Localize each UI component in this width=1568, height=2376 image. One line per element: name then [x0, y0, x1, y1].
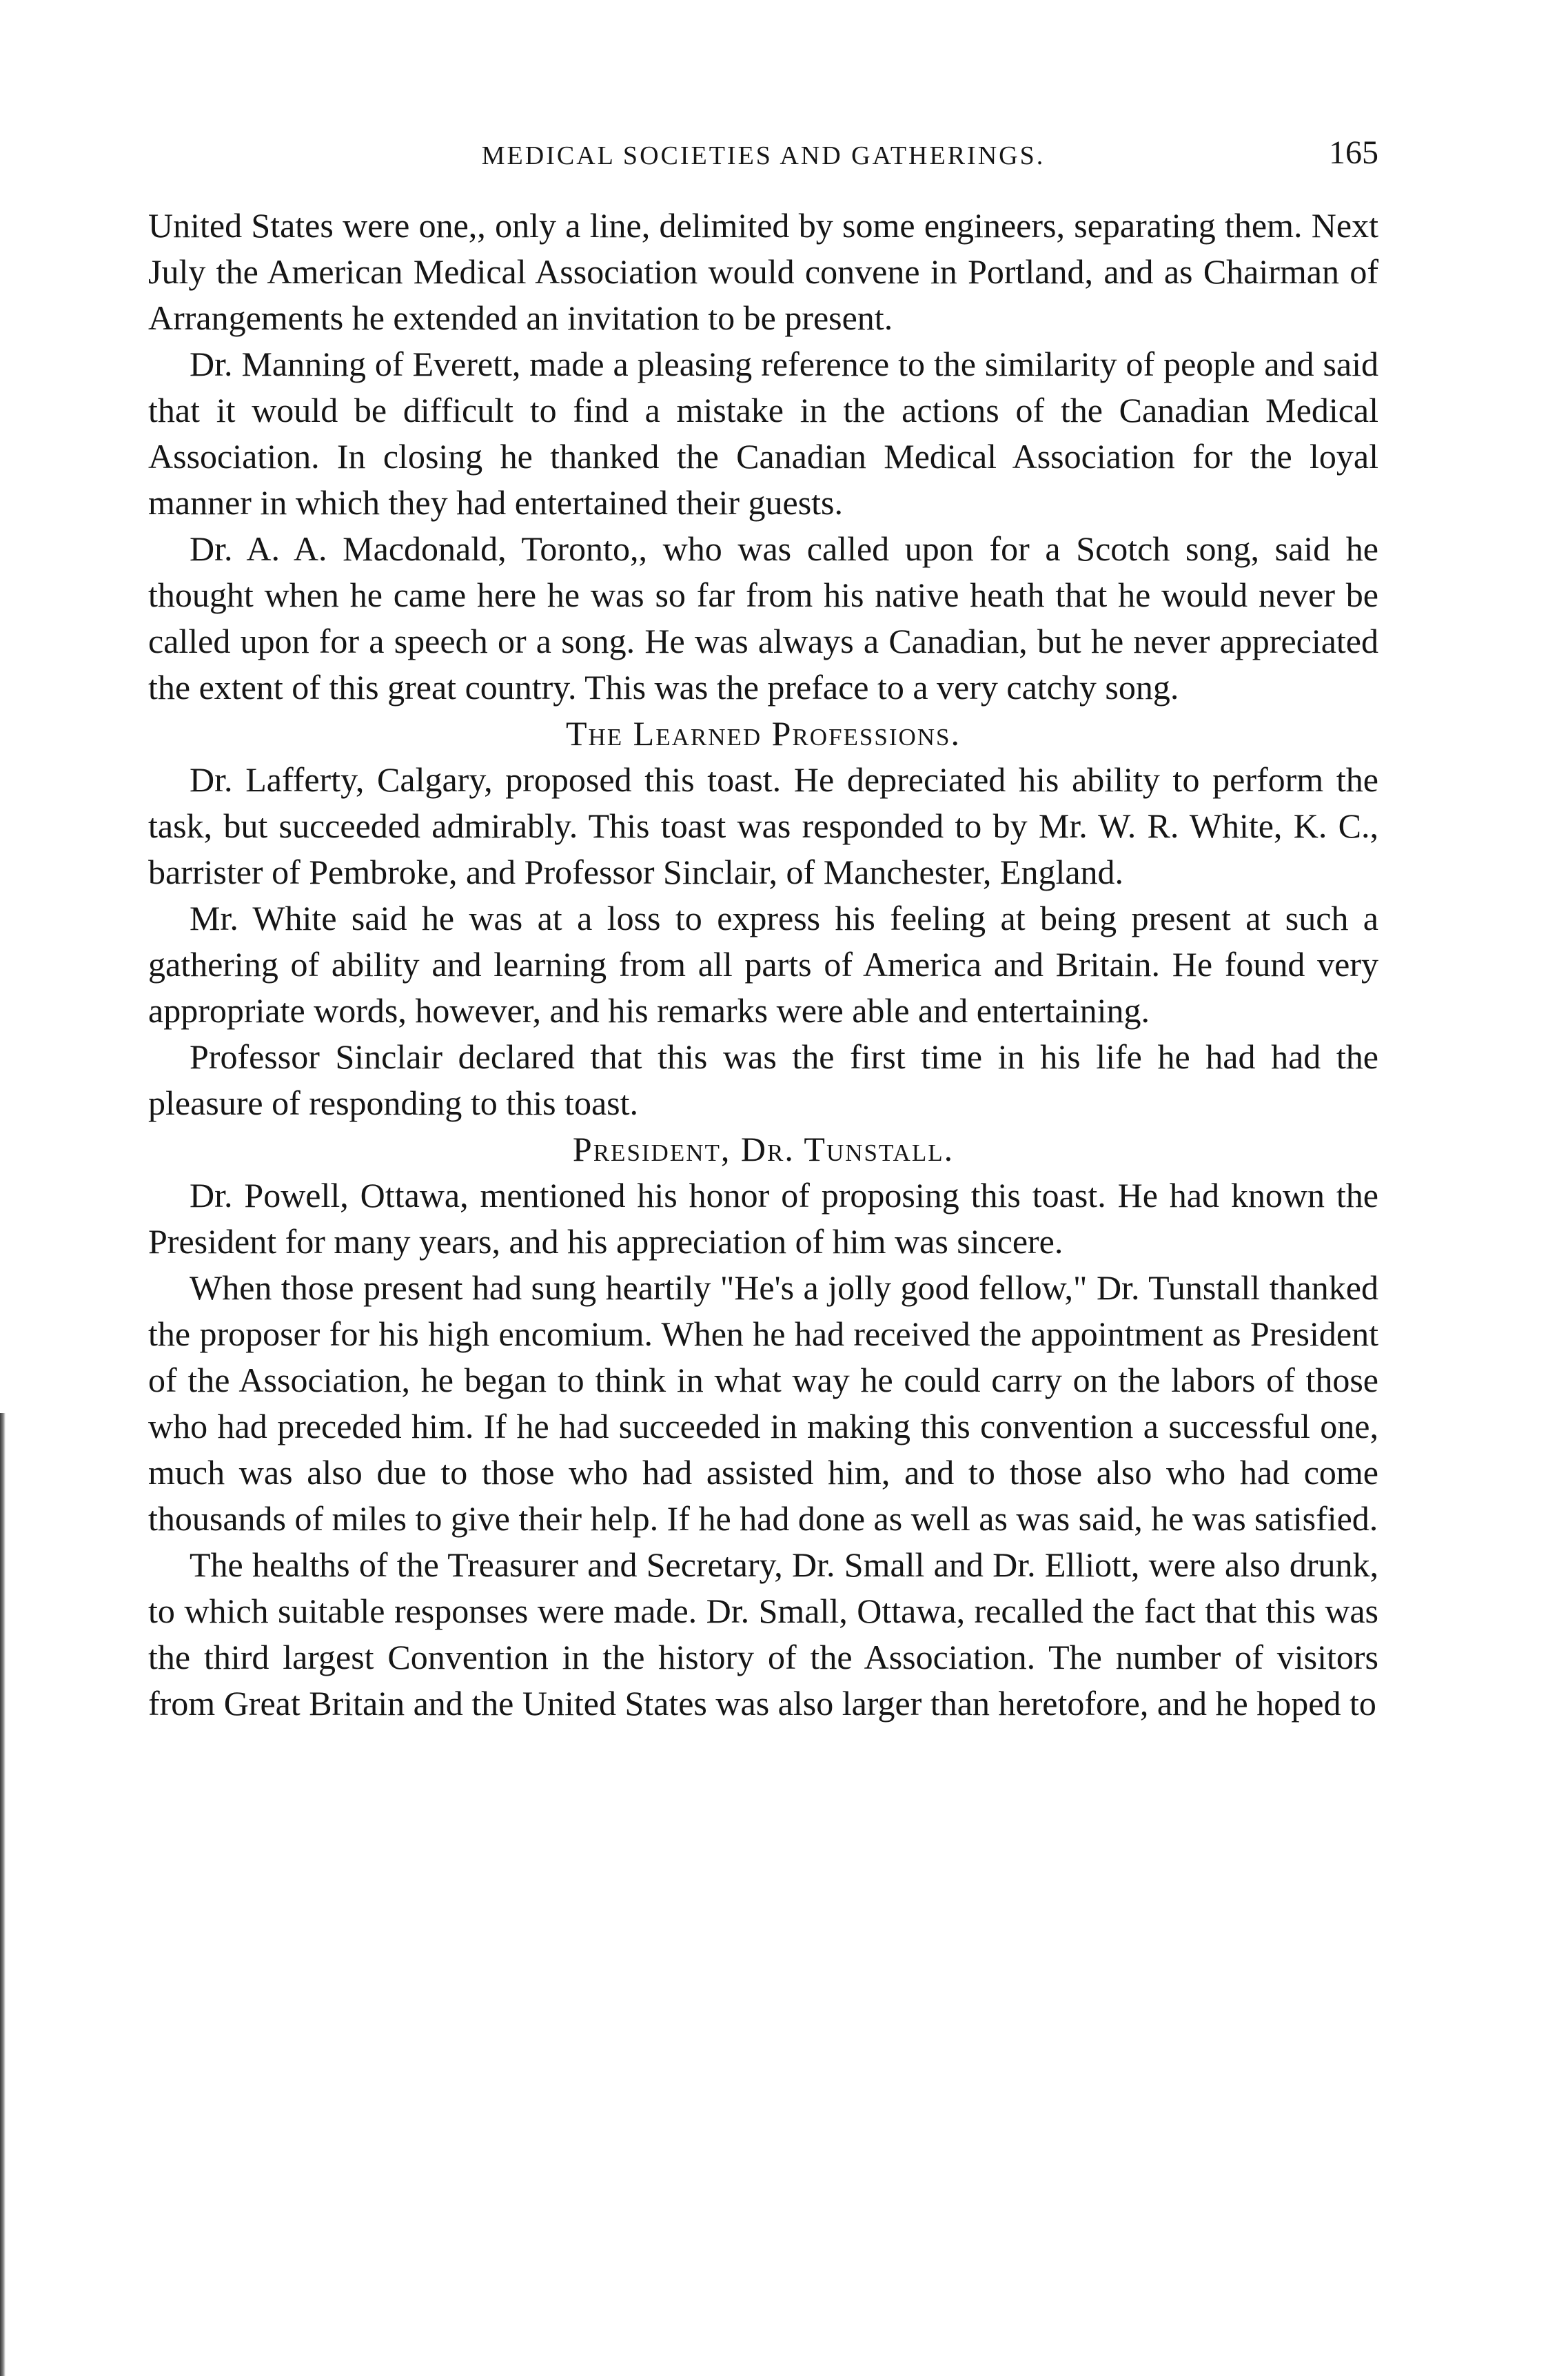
section-heading-learned-professions: The Learned Professions. — [565, 714, 961, 753]
paragraph-continued: United States were one,, only a line, delimited by some engineers, separating them. Next July the American Medical Association would convene in Portland, and as Chairman of Arrangements he extended an invitation to be present. — [148, 206, 1378, 337]
running-title: MEDICAL SOCIETIES AND GATHERINGS. — [481, 141, 1046, 170]
paragraph-white: Mr. White said he was at a loss to express his feeling at being present at such a gathering of ability and learning from all parts of America and Britain. He found very appropriate words, however, and his remarks were able and entertaining. — [148, 899, 1378, 1030]
paragraph-lafferty: Dr. Lafferty, Calgary, proposed this toast. He depreciated his ability to perform the task, but succeeded admirably. This toast was responded to by Mr. W. R. White, K. C., barrister of Pembroke, and Professor Sinclair, of Manchester, England. — [148, 760, 1378, 891]
running-head — [148, 135, 1378, 176]
paragraph-macdonald: Dr. A. A. Macdonald, Toronto,, who was called upon for a Scotch song, said he thought when he came here he was so far from his native heath that he would never be called upon for a speech or a song. He was always a Canadian, but he never appreciated the extent of this great country. This was the preface to a very catchy song. — [148, 529, 1378, 707]
paragraph-manning: Dr. Manning of Everett, made a pleasing reference to the similarity of people and said that it would be difficult to find a mistake in the actions of the Canadian Medical Association. In closing he thanked the Canadian Medical Association for the loyal manner in which they had entertained their guests. — [148, 345, 1378, 522]
body-text — [148, 203, 1378, 1727]
page-number: 165 — [1329, 134, 1378, 171]
scan-edge-shadow — [0, 1413, 6, 2376]
paragraph-powell: Dr. Powell, Ottawa, mentioned his honor of proposing this toast. He had known the President for many years, and his appreciation of him was sincere. — [148, 1176, 1378, 1261]
paragraph-healths: The healths of the Treasurer and Secretary, Dr. Small and Dr. Elliott, were also drunk, to which suitable responses were made. Dr. Small, Ottawa, recalled the fact that this was the third largest Convention in the history of the Association. The number of visitors from Great Britain and the United States was also larger than heretofore, and he hoped to — [148, 1545, 1378, 1723]
section-heading-president: President, Dr. Tunstall. — [572, 1130, 955, 1168]
paragraph-tunstall: When those present had sung heartily "He's a jolly good fellow," Dr. Tunstall thanked the proposer for his high encomium. When he had received the appointment as President of the Association, he began to think in what way he could carry on the labors of those who had preceded him. If he had succeeded in making this convention a successful one, much was also due to those who had assisted him, and to those also who had come thousands of miles to give their help. If he had done as well as was said, he was satisfied. — [148, 1268, 1378, 1538]
paragraph-sinclair: Professor Sinclair declared that this was the first time in his life he had had the pleasure of responding to this toast. — [148, 1037, 1378, 1122]
